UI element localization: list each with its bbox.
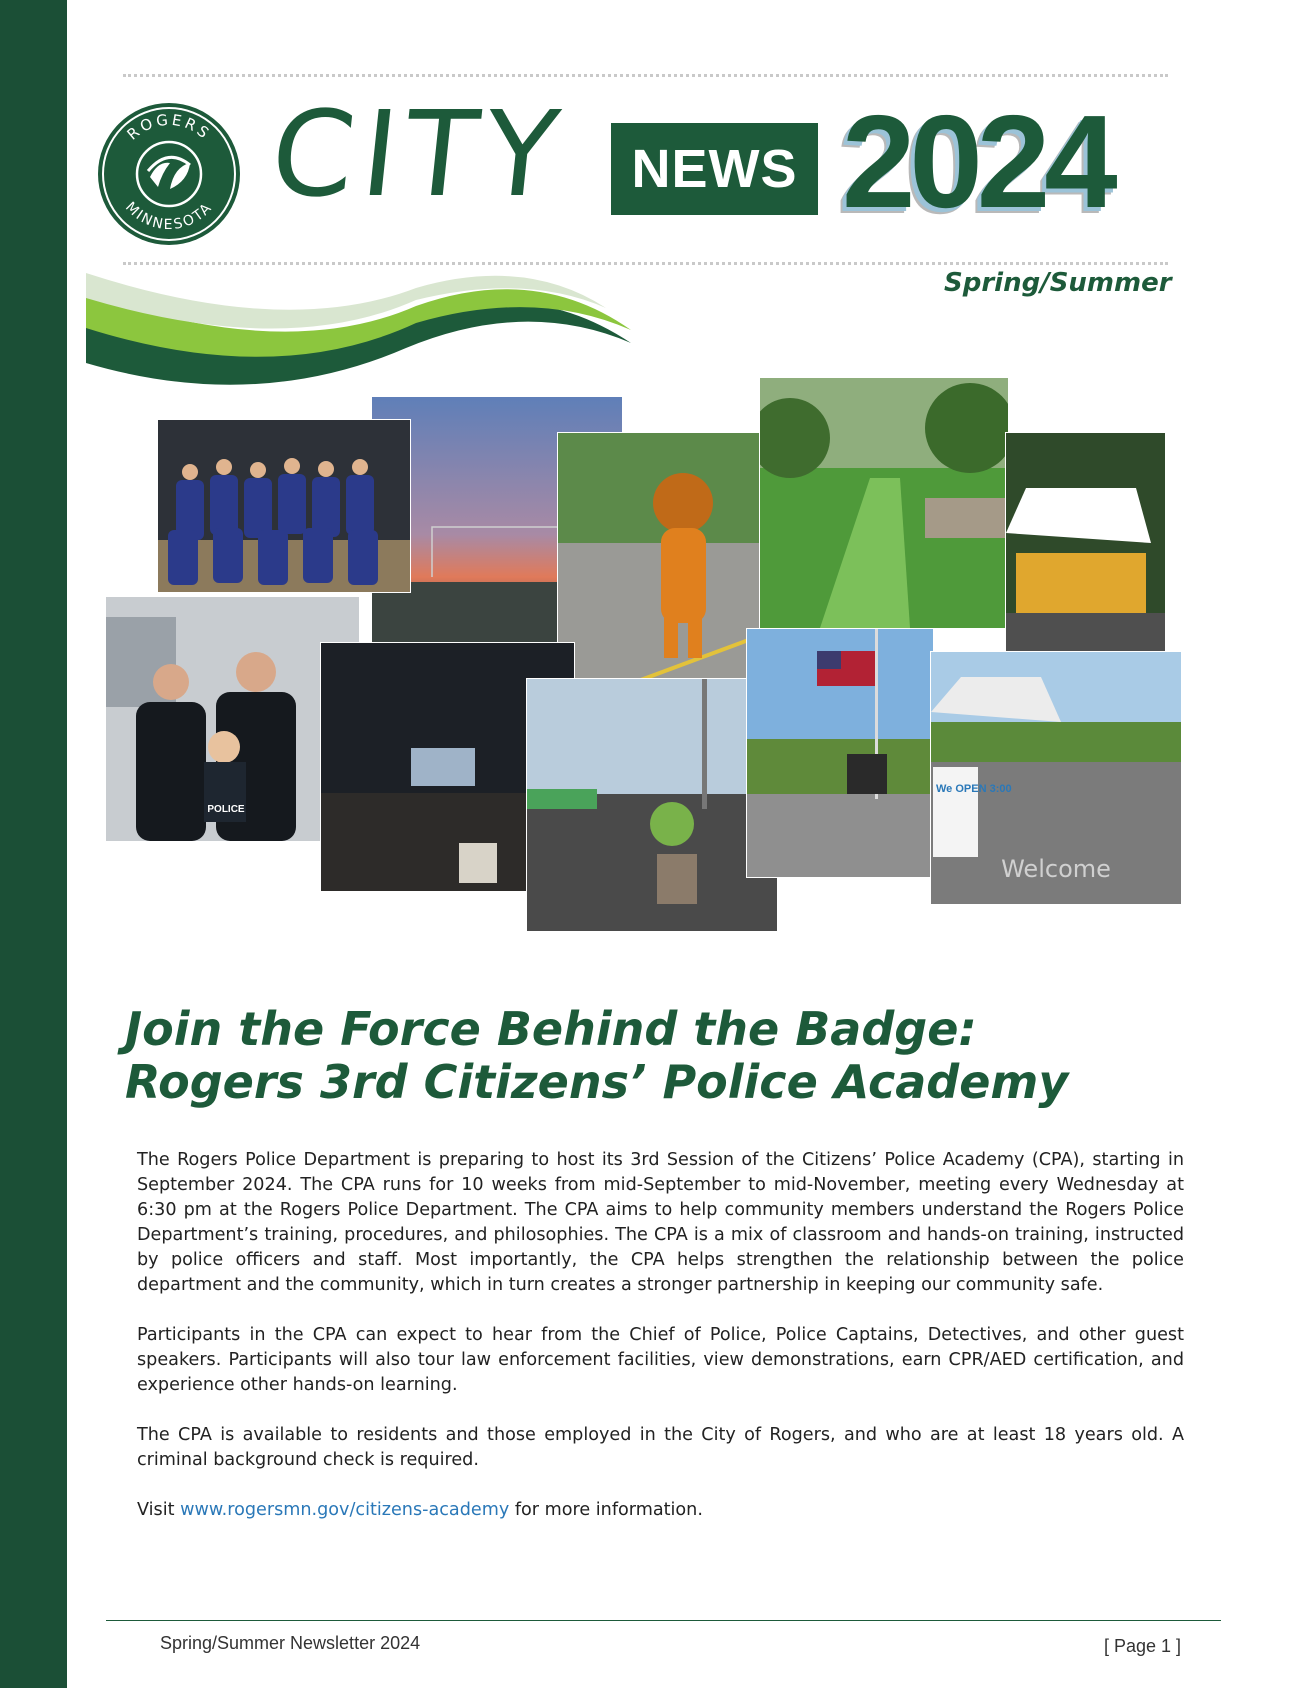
svg-text:MINNESOTA [122, 199, 216, 233]
market-sign-text: We OPEN 3:00 [936, 783, 1012, 795]
visit-prefix: Visit [137, 1500, 181, 1520]
logo-emblem-icon [98, 103, 240, 245]
photo-flag-memorial [746, 628, 934, 878]
paragraph-2: Participants in the CPA can expect to hear from the Chief of Police, Police Captains, Detectives, and other guest speakers. Participants will also tour law enforcement facilities, view demonstrations, earn CPR/AED certification, and experience other hands-on learning. [137, 1325, 1184, 1395]
top-dotted-rule [123, 74, 1168, 77]
season-label: Spring/Summer [944, 268, 1172, 298]
headline-line-1: Join the Force Behind the Badge: [125, 1002, 977, 1056]
citizens-academy-link[interactable]: www.rogersmn.gov/citizens-academy [180, 1500, 510, 1520]
title-year: 2024 [842, 88, 1112, 235]
photo-softball-team [157, 419, 411, 593]
title-news-box: NEWS [611, 123, 818, 215]
headline-line-2: Rogers 3rd Citizens’ Police Academy [125, 1055, 1069, 1109]
paragraph-visit [137, 1498, 1184, 1523]
photo-festival-tent [1005, 432, 1166, 652]
photo-parade-street [526, 678, 778, 932]
paragraph-1: The Rogers Police Department is preparing to host its 3rd Session of the Citizens’ Police Academy (CPA), starting in September 2024. The CPA runs for 10 weeks from mid-September to mid-November, meeting every Wednesday at 6:30 pm at the Rogers Police Department. The CPA aims to help community members understand the Rogers Police Department’s training, procedures, and philosophies. The CPA is a mix of classroom and hands-on training, instructed by police officers and staff. Most importantly, the CPA helps strengthen the relationship between the police department and the community, which in turn creates a stronger partnership in keeping our community safe. [137, 1150, 1184, 1295]
title-city: CITY [264, 85, 573, 223]
visit-suffix: for more information. [509, 1500, 703, 1520]
photo-community-garden [759, 377, 1009, 629]
article-headline [125, 1003, 1225, 1109]
paragraph-3: The CPA is available to residents and those employed in the City of Rogers, and who are at least 18 years old. A criminal background check is required. [137, 1425, 1184, 1470]
photo-farmers-market [930, 651, 1182, 905]
side-accent-bar [0, 0, 67, 1688]
article-body [137, 1148, 1184, 1548]
footer-rule [106, 1620, 1221, 1621]
green-swoosh-decoration [86, 268, 631, 393]
logo-top-text: ROGERS [123, 110, 215, 144]
logo-bottom-text: MINNESOTA [122, 199, 216, 234]
chalk-text: Welcome [1001, 855, 1111, 883]
footer-page-number: [ Page 1 ] [1104, 1636, 1182, 1656]
lower-dotted-rule [123, 262, 1168, 265]
police-vest-text: POLICE [207, 804, 245, 815]
rogers-logo [98, 103, 240, 245]
footer-newsletter-label: Spring/Summer Newsletter 2024 [160, 1633, 421, 1653]
